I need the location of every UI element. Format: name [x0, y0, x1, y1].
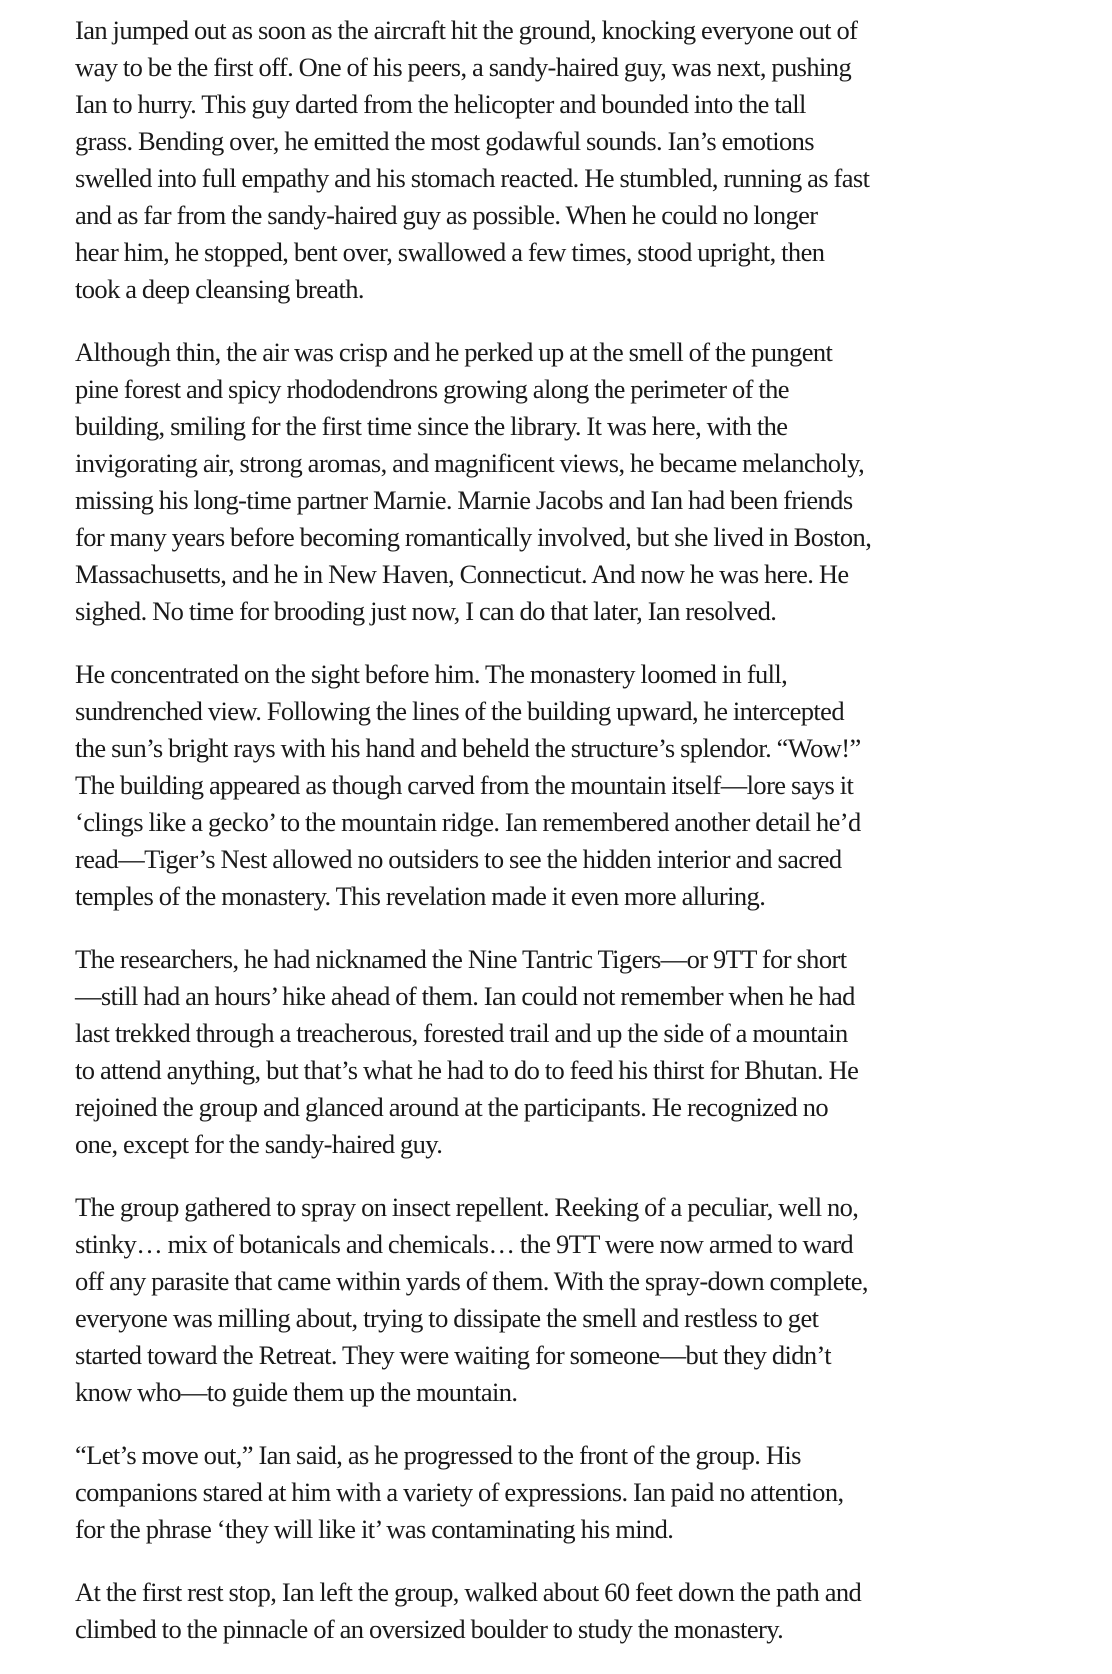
text-line: He concentrated on the sight before him. The monastery loomed in full,	[75, 659, 788, 689]
paragraph-2	[75, 334, 1075, 630]
text-line: ‘clings like a gecko’ to the mountain ridge. Ian remembered another detail he’d	[75, 807, 861, 837]
text-line: missing his long-time partner Marnie. Marnie Jacobs and Ian had been friends	[75, 485, 853, 515]
text-line: started toward the Retreat. They were waiting for someone—but they didn’t	[75, 1340, 832, 1370]
text-line: sighed. No time for brooding just now, I can do that later, Ian resolved.	[75, 596, 777, 626]
text-line: one, except for the sandy-haired guy.	[75, 1129, 443, 1159]
text-line: temples of the monastery. This revelation made it even more alluring.	[75, 881, 766, 911]
text-line: everyone was milling about, trying to dissipate the smell and restless to get	[75, 1303, 819, 1333]
text-line: off any parasite that came within yards of them. With the spray-down complete,	[75, 1266, 868, 1296]
paragraph-1	[75, 12, 1075, 308]
text-line: The researchers, he had nicknamed the Nine Tantric Tigers—or 9TT for short	[75, 944, 847, 974]
text-line: pine forest and spicy rhododendrons growing along the perimeter of the	[75, 374, 789, 404]
document-page	[75, 12, 1075, 1674]
paragraph-6	[75, 1437, 1075, 1548]
text-line: Ian to hurry. This guy darted from the helicopter and bounded into the tall	[75, 89, 806, 119]
text-line: the sun’s bright rays with his hand and beheld the structure’s splendor. “Wow!”	[75, 733, 861, 763]
text-line: took a deep cleansing breath.	[75, 274, 364, 304]
text-line: climbed to the pinnacle of an oversized boulder to study the monastery.	[75, 1614, 784, 1644]
text-line: read—Tiger’s Nest allowed no outsiders to see the hidden interior and sacred	[75, 844, 842, 874]
text-line: Although thin, the air was crisp and he perked up at the smell of the pungent	[75, 337, 833, 367]
text-line: know who—to guide them up the mountain.	[75, 1377, 518, 1407]
text-line: “Let’s move out,” Ian said, as he progressed to the front of the group. His	[75, 1440, 801, 1470]
text-line: hear him, he stopped, bent over, swallowed a few times, stood upright, then	[75, 237, 825, 267]
text-line: Massachusetts, and he in New Haven, Connecticut. And now he was here. He	[75, 559, 849, 589]
text-line: The group gathered to spray on insect repellent. Reeking of a peculiar, well no,	[75, 1192, 859, 1222]
text-line: companions stared at him with a variety of expressions. Ian paid no attention,	[75, 1477, 844, 1507]
text-line: stinky… mix of botanicals and chemicals… the 9TT were now armed to ward	[75, 1229, 854, 1259]
text-line: last trekked through a treacherous, forested trail and up the side of a mountain	[75, 1018, 848, 1048]
text-line: swelled into full empathy and his stomach reacted. He stumbled, running as fast	[75, 163, 870, 193]
text-line: to attend anything, but that’s what he had to do to feed his thirst for Bhutan. He	[75, 1055, 859, 1085]
paragraph-4	[75, 941, 1075, 1163]
paragraph-3	[75, 656, 1075, 915]
paragraph-7	[75, 1574, 1075, 1648]
text-line: for the phrase ‘they will like it’ was contaminating his mind.	[75, 1514, 674, 1544]
text-line: and as far from the sandy-haired guy as possible. When he could no longer	[75, 200, 818, 230]
text-line: invigorating air, strong aromas, and magnificent views, he became melancholy,	[75, 448, 865, 478]
text-line: way to be the first off. One of his peers, a sandy-haired guy, was next, pushing	[75, 52, 852, 82]
text-line: —still had an hours’ hike ahead of them. Ian could not remember when he had	[75, 981, 855, 1011]
text-line: grass. Bending over, he emitted the most godawful sounds. Ian’s emotions	[75, 126, 814, 156]
text-line: building, smiling for the first time since the library. It was here, with the	[75, 411, 788, 441]
text-line: Ian jumped out as soon as the aircraft hit the ground, knocking everyone out of	[75, 15, 858, 45]
text-line: for many years before becoming romantically involved, but she lived in Boston,	[75, 522, 872, 552]
text-line: rejoined the group and glanced around at the participants. He recognized no	[75, 1092, 829, 1122]
text-line: At the first rest stop, Ian left the group, walked about 60 feet down the path and	[75, 1577, 862, 1607]
paragraph-5	[75, 1189, 1075, 1411]
text-line: sundrenched view. Following the lines of the building upward, he intercepted	[75, 696, 844, 726]
text-line: The building appeared as though carved from the mountain itself—lore says it	[75, 770, 854, 800]
